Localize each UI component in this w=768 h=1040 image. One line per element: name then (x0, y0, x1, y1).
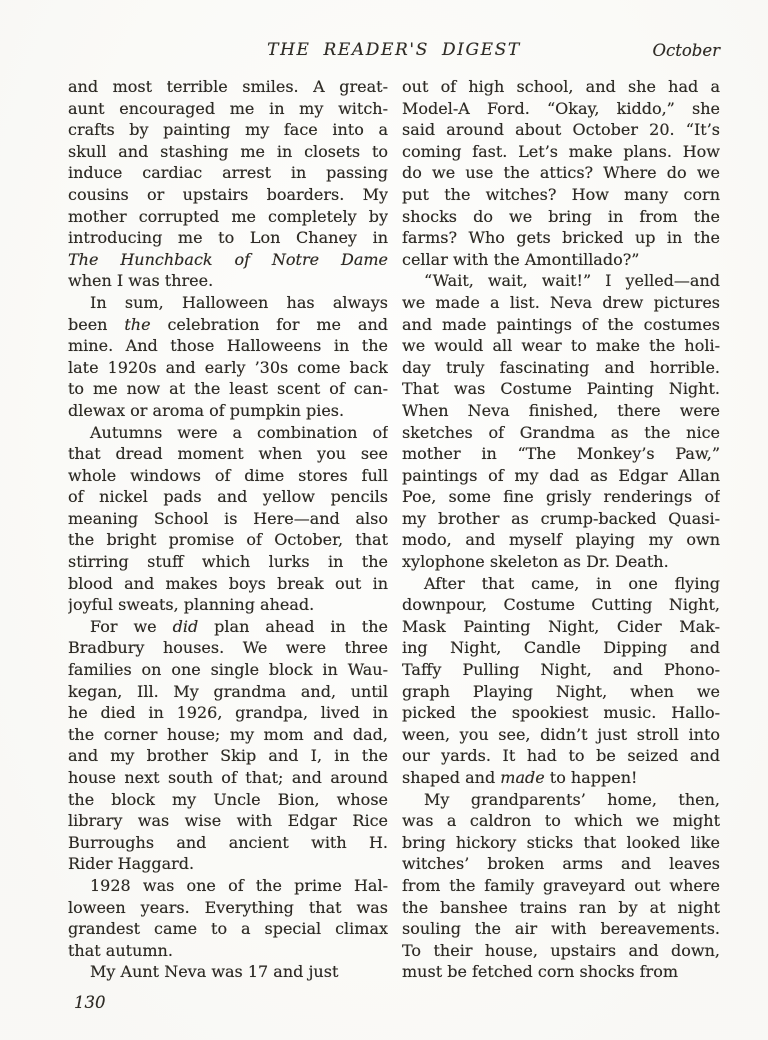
text-line: meaning School is Here—and also (68, 508, 388, 528)
page-number: 130 (74, 993, 106, 1012)
text-line: Taffy Pulling Night, and Phono- (402, 660, 720, 680)
text-line: house next south of that; and around (68, 768, 388, 787)
text-line: mine. And those Halloweens in the (68, 336, 388, 356)
text-line: Mask Painting Night, Cider Mak- (402, 616, 720, 636)
text-line: shocks do we bring in from the (402, 206, 720, 226)
text-line: joyful sweats, planning ahead. (68, 595, 315, 615)
text-line: Burroughs and ancient with H. (68, 832, 388, 852)
text-line: cellar with the Amontillado?” (402, 249, 640, 269)
text-line: skull and stashing me in closets to (68, 141, 388, 161)
text-line: the block my Uncle Bion, whose (68, 789, 388, 809)
text-line: from the family graveyard out where (402, 875, 720, 895)
text-line: cousins or upstairs boarders. My (68, 184, 388, 204)
text-line: crafts by painting my face into a (68, 120, 388, 140)
text-line: must be fetched corn shocks from (402, 962, 678, 982)
text-line: ing Night, Candle Dipping and (402, 638, 720, 658)
paragraph (402, 789, 720, 983)
text-line: that autumn. (68, 940, 173, 960)
text-line: For we did plan ahead in the (90, 616, 388, 636)
text-line: Bradbury houses. We were three (68, 638, 388, 658)
paragraph (68, 875, 388, 961)
text-line: the bright promise of October, that (68, 530, 388, 550)
text-line: our yards. It had to be seized and (402, 746, 720, 766)
text-line: and most terrible smiles. A great- (68, 77, 388, 96)
text-line: late 1920s and early ’30s come back (68, 357, 388, 377)
text-line: been the celebration for me and (68, 314, 388, 334)
text-line: That was Costume Painting Night. (402, 379, 720, 399)
issue-month: October (652, 41, 720, 60)
text-line: of nickel pads and yellow pencils (68, 487, 388, 507)
text-line: dlewax or aroma of pumpkin pies. (68, 400, 345, 420)
text-line: mother corrupted me completely by (68, 206, 388, 226)
text-line: induce cardiac arrest in passing (68, 163, 388, 183)
paragraph (68, 422, 388, 616)
text-line: modo, and myself playing my own (402, 530, 720, 550)
text-line: When Neva finished, there were (402, 400, 720, 420)
text-line: bring hickory sticks that looked like (402, 832, 720, 852)
paragraph (68, 292, 388, 422)
left-column (68, 76, 388, 983)
text-line: was a caldron to which we might (402, 811, 720, 831)
text-line: grandest came to a special climax (68, 919, 388, 939)
text-line: blood and makes boys break out in (68, 573, 388, 593)
text-line: My grandparents’ home, then, (424, 789, 720, 809)
text-line: To their house, upstairs and down, (402, 940, 720, 960)
text-line: farms? Who gets bricked up in the (402, 228, 720, 248)
text-line: put the witches? How many corn (402, 184, 720, 204)
paragraph (68, 616, 388, 875)
text-line: shaped and made to happen! (402, 768, 638, 787)
text-line: souling the air with bereavements. (402, 919, 720, 939)
text-line: introducing me to Lon Chaney in (68, 228, 388, 248)
text-line: the corner house; my mom and dad, (68, 724, 388, 744)
text-line: the banshee trains ran by at night (402, 897, 720, 917)
paragraph (402, 573, 720, 789)
text-line: graph Playing Night, when we (402, 681, 720, 701)
text-line: 1928 was one of the prime Hal- (90, 875, 388, 895)
text-line: we would all wear to make the holi- (402, 336, 720, 356)
text-line: that dread moment when you see (68, 444, 388, 464)
text-line: stirring stuff which lurks in the (68, 552, 388, 572)
text-line: downpour, Costume Cutting Night, (402, 595, 720, 615)
text-line: day truly fascinating and horrible. (402, 357, 720, 377)
text-line: In sum, Halloween has always (90, 292, 388, 312)
text-line: to me now at the least scent of can- (68, 379, 388, 399)
text-line: when I was three. (68, 271, 214, 291)
text-line: we made a list. Neva drew pictures (402, 292, 720, 312)
paragraph (68, 76, 388, 292)
text-line: mother in “The Monkey’s Paw,” (402, 444, 720, 464)
paragraph (68, 961, 388, 983)
text-line: Rider Haggard. (68, 854, 195, 874)
text-line: coming fast. Let’s make plans. How (402, 141, 720, 161)
paragraph (402, 76, 720, 270)
text-line: loween years. Everything that was (68, 897, 388, 917)
text-line: families on one single block in Wau- (68, 660, 388, 680)
text-line: My Aunt Neva was 17 and just (90, 962, 339, 982)
text-line: paintings of my dad as Edgar Allan (402, 465, 720, 485)
text-line: whole windows of dime stores full (68, 465, 388, 485)
text-line: library was wise with Edgar Rice (68, 811, 388, 831)
text-line: said around about October 20. “It’s (402, 120, 720, 140)
text-line: Autumns were a combination of (90, 422, 388, 442)
text-line: out of high school, and she had a (402, 77, 720, 96)
text-line: picked the spookiest music. Hallo- (402, 703, 720, 723)
text-line: Model-A Ford. “Okay, kiddo,” she (402, 98, 720, 118)
text-line: and made paintings of the costumes (402, 314, 720, 334)
text-line: ween, you see, didn’t just stroll into (402, 724, 720, 744)
journal-title: THE READER'S DIGEST (267, 40, 521, 60)
text-line: witches’ broken arms and leaves (402, 854, 720, 874)
right-column (402, 76, 720, 983)
text-line: After that came, in one flying (424, 573, 720, 593)
paragraph (402, 270, 720, 572)
text-line: do we use the attics? Where do we (402, 163, 720, 183)
text-line: “Wait, wait, wait!” I yelled—and (424, 271, 720, 291)
text-line: aunt encouraged me in my witch- (68, 98, 388, 118)
text-line: my brother as crump-backed Quasi- (402, 508, 720, 528)
text-columns (68, 76, 720, 983)
text-line: sketches of Grandma as the nice (402, 422, 720, 442)
text-line: xylophone skeleton as Dr. Death. (402, 552, 669, 572)
text-line: he died in 1926, grandpa, lived in (68, 703, 388, 723)
text-line: and my brother Skip and I, in the (68, 746, 388, 766)
text-line: Poe, some fine grisly renderings of (402, 487, 720, 507)
text-line: The Hunchback of Notre Dame (68, 249, 388, 269)
text-line: kegan, Ill. My grandma and, until (68, 681, 388, 701)
